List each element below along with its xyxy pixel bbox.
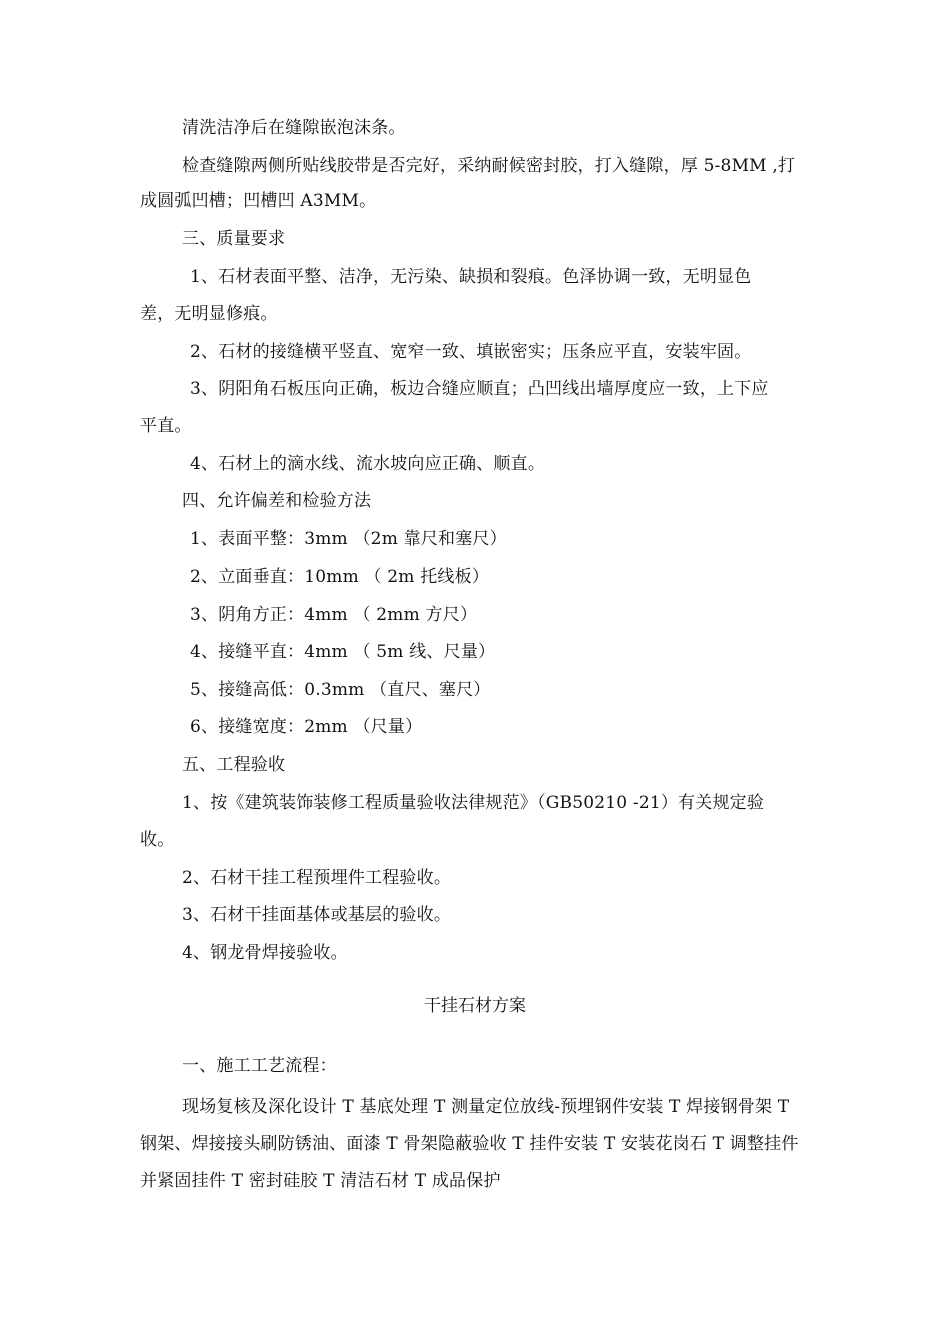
paragraph-line: 收。	[140, 830, 175, 850]
paragraph-line: 4、石材上的滴水线、流水坡向应正确、顺直。	[190, 454, 546, 474]
paragraph-line: 差，无明显修痕。	[140, 304, 278, 324]
paragraph-line: 现场复核及深化设计 T 基底处理 T 测量定位放线-预埋钢件安装 T 焊接钢骨架 T	[182, 1097, 790, 1117]
paragraph-line: 并紧固挂件 T 密封硅胶 T 清洁石材 T 成品保护	[140, 1171, 501, 1191]
paragraph-line: 清洗洁净后在缝隙嵌泡沫条。	[182, 118, 406, 138]
section-heading: 三、质量要求	[182, 229, 286, 249]
section-heading: 一、施工工艺流程：	[182, 1056, 337, 1076]
list-item: 2、石材干挂工程预埋件工程验收。	[182, 868, 452, 888]
paragraph-line: 2、石材的接缝横平竖直、宽窄一致、填嵌密实；压条应平直，安装牢固。	[190, 342, 752, 362]
paragraph-line: 3、阴阳角石板压向正确，板边合缝应顺直；凸凹线出墙厚度应一致，上下应	[190, 379, 769, 399]
list-item: 4、接缝平直：4mm （ 5m 线、尺量）	[190, 642, 496, 662]
list-item: 1、表面平整：3mm （2m 靠尺和塞尺）	[190, 529, 507, 549]
list-item: 4、钢龙骨焊接验收。	[182, 943, 348, 963]
list-item: 6、接缝宽度：2mm （尺量）	[190, 717, 423, 737]
list-item: 2、立面垂直：10mm （ 2m 托线板）	[190, 567, 490, 587]
paragraph-line: 1、石材表面平整、洁净，无污染、缺损和裂痕。色泽协调一致，无明显色	[190, 267, 752, 287]
list-item: 5、接缝高低：0.3mm （直尺、塞尺）	[190, 680, 491, 700]
paragraph-line: 钢架、焊接接头刷防锈油、面漆 T 骨架隐蔽验收 T 挂件安装 T 安装花岗石 T 调整挂件	[140, 1134, 799, 1154]
paragraph-line: 成圆弧凹槽；凹槽凹 A3MM。	[140, 191, 377, 211]
section-title: 干挂石材方案	[424, 996, 526, 1016]
section-heading: 四、允许偏差和检验方法	[182, 491, 372, 511]
list-item: 3、石材干挂面基体或基层的验收。	[182, 905, 452, 925]
paragraph-line: 1、按《建筑装饰装修工程质量验收法律规范》（GB50210 -21）有关规定验	[182, 793, 765, 813]
paragraph-line: 检查缝隙两侧所贴线胶带是否完好，采纳耐候密封胶，打入缝隙，厚 5-8MM ,打	[182, 156, 796, 176]
section-heading: 五、工程验收	[182, 755, 286, 775]
list-item: 3、阴角方正：4mm （ 2mm 方尺）	[190, 605, 478, 625]
paragraph-line: 平直。	[140, 416, 192, 436]
